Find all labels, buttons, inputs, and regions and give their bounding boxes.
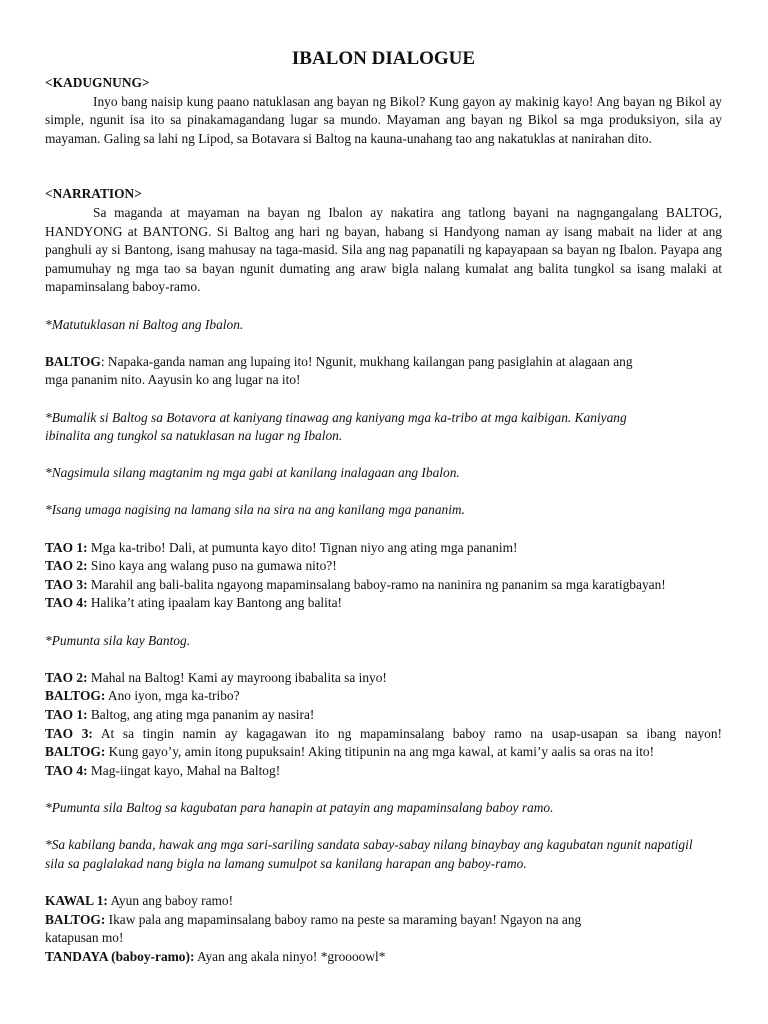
dialogue-text: Marahil ang bali-balita ngayong mapaminsalang baboy-ramo na naninira ng pananim sa mga karatigbayan!	[87, 576, 666, 592]
spacer	[45, 390, 722, 409]
stage-direction-block	[45, 409, 722, 446]
dialogue-scene-2	[45, 669, 722, 781]
dialogue-text: At sa tingin namin ay kagagawan ito ng mapaminsalang baboy ramo na usap-usapan sa ibang nayon!	[92, 725, 722, 741]
dialogue-line	[45, 669, 722, 688]
kadugnung-paragraph: Inyo bang naisip kung paano natuklasan ang bayan ng Bikol? Kung gayon ay makinig kayo! Ang bayan ng Bikol ay simple, ngunit isa ito sa pinakamagandang lugar sa mundo. Mayaman ang bayan ng Bikol sa mga produksiyon, sila ay mayaman. Galing sa lahi ng Lipod, sa Botavara si Baltog na kauna-unahang tao ang nakatuklas at nanirahan dito.	[45, 93, 722, 146]
stage-direction: sila sa paglalakad nang bigla na lamang sumulpot sa kanilang harapan ang baboy-ramo.	[45, 855, 527, 871]
stage-direction: *Pumunta sila kay Bantog.	[45, 632, 191, 648]
dialogue-text: Ikaw pala ang mapaminsalang baboy ramo na peste sa maraming bayan! Ngayon na ang	[105, 911, 582, 927]
spacer	[45, 613, 722, 632]
spacer	[45, 780, 722, 799]
spacer	[45, 818, 722, 837]
stage-direction: *Nagsimula silang magtanim ng mga gabi at kanilang inalagaan ang Ibalon.	[45, 465, 460, 481]
speaker-name: TAO 4:	[45, 762, 88, 778]
speaker-name: BALTOG:	[45, 744, 106, 760]
speaker-name: BALTOG:	[45, 688, 106, 704]
speaker-name: BALTOG:	[45, 911, 106, 927]
stage-direction: *Sa kabilang banda, hawak ang mga sari-sariling sandata sabay-sabay nilang binaybay ang kagubatan ngunit napatigil	[45, 837, 693, 853]
narration-heading: <NARRATION>	[45, 186, 142, 202]
dialogue-line	[45, 557, 722, 576]
stage-direction: *Bumalik si Baltog sa Botavora at kaniyang tinawag ang kaniyang mga ka-tribo at mga kaibigan. Kaniyang	[45, 409, 627, 425]
speaker-name: TANDAYA (baboy-ramo):	[45, 948, 195, 964]
speaker-name: BALTOG	[45, 353, 101, 369]
spacer	[45, 297, 722, 316]
dialogue-text: Halika’t ating ipaalam kay Bantong ang balita!	[87, 595, 342, 611]
dialogue-scene-1	[45, 539, 722, 613]
dialogue-text: Sino kaya ang walang puso na gumawa nito?!	[87, 558, 337, 574]
speaker-name: TAO 3:	[45, 725, 93, 741]
spacer	[45, 446, 722, 465]
speaker-name: TAO 3:	[45, 576, 88, 592]
kadugnung-heading: <KADUGNUNG>	[45, 75, 150, 90]
dialogue-text: Kung gayo’y, amin itong pupuksain! Aking titipunin na ang mga kawal, at kami’y aalis sa oras na ito!	[105, 744, 655, 760]
dialogue-text: Mga ka-tribo! Dali, at pumunta kayo dito! Tignan niyo ang ating mga pananim!	[87, 539, 518, 555]
stage-direction: *Isang umaga nagising na lamang sila na sira na ang kanilang mga pananim.	[45, 502, 465, 518]
stage-direction-block	[45, 836, 722, 873]
speaker-name: TAO 1:	[45, 707, 88, 722]
dialogue-line	[45, 725, 722, 744]
spacer	[45, 483, 722, 502]
speaker-name: TAO 2:	[45, 558, 88, 574]
dialogue-line	[45, 911, 722, 930]
spacer	[45, 334, 722, 353]
stage-direction: ibinalita ang tungkol sa natuklasan na lugar ng Ibalon.	[45, 428, 343, 444]
dialogue-line	[45, 743, 722, 762]
speaker-name: TAO 4:	[45, 595, 88, 611]
dialogue-text: mga pananim nito. Aayusin ko ang lugar na ito!	[45, 372, 301, 388]
dialogue-text: Ayun ang baboy ramo!	[107, 892, 234, 908]
dialogue-text: Mahal na Baltog! Kami ay mayroong ibabalita sa inyo!	[87, 669, 387, 685]
dialogue-line	[45, 687, 722, 706]
spacer	[45, 650, 722, 669]
dialogue-line	[45, 539, 722, 558]
dialogue-line	[45, 594, 722, 613]
stage-direction: *Pumunta sila Baltog sa kagubatan para hanapin at patayin ang mapaminsalang baboy ramo.	[45, 799, 554, 815]
dialogue-line	[45, 706, 722, 725]
dialogue-block-baltog	[45, 353, 722, 390]
spacer	[45, 148, 722, 185]
dialogue-scene-3	[45, 892, 722, 966]
dialogue-text: : Napaka-ganda naman ang lupaing ito! Ngunit, mukhang kailangan pang pasiglahin at alagaan ang	[100, 353, 633, 369]
stage-direction: *Matutuklasan ni Baltog ang Ibalon.	[45, 316, 244, 332]
dialogue-text: Baltog, ang ating mga pananim ay nasira!	[87, 707, 315, 722]
dialogue-line	[45, 762, 722, 781]
dialogue-line	[45, 948, 722, 967]
dialogue-text: Ayan ang akala ninyo! *groooowl*	[194, 948, 386, 964]
document-title: IBALON DIALOGUE	[291, 48, 476, 69]
dialogue-text: katapusan mo!	[45, 930, 124, 946]
dialogue-line	[45, 576, 722, 595]
spacer	[45, 520, 722, 539]
dialogue-line	[45, 892, 722, 911]
narration-paragraph: Sa maganda at mayaman na bayan ng Ibalon ay nakatira ang tatlong bayani na nagngangalang BALTOG, HANDYONG at BANTONG. Si Baltog ang hari ng bayan, habang si Handyong naman ay isang mabait na lider at ang panghuli ay si Bantong, isang mahusay na taga-masid. Sila ang nag papanatili ng kapayapaan sa bayan ng Ibalon. Payapa ang pamumuhay ng mga tao sa bayan ngunit dumating ang araw bigla nalang kumalat ang balita tungkol sa isang malaki at mapaminsalang baboy-ramo.	[45, 204, 722, 295]
dialogue-text: Ano iyon, mga ka-tribo?	[105, 688, 240, 704]
speaker-name: TAO 2:	[45, 669, 88, 685]
dialogue-text: Mag-iingat kayo, Mahal na Baltog!	[87, 762, 281, 778]
speaker-name: KAWAL 1:	[45, 892, 108, 908]
speaker-name: TAO 1:	[45, 539, 88, 555]
spacer	[45, 873, 722, 892]
